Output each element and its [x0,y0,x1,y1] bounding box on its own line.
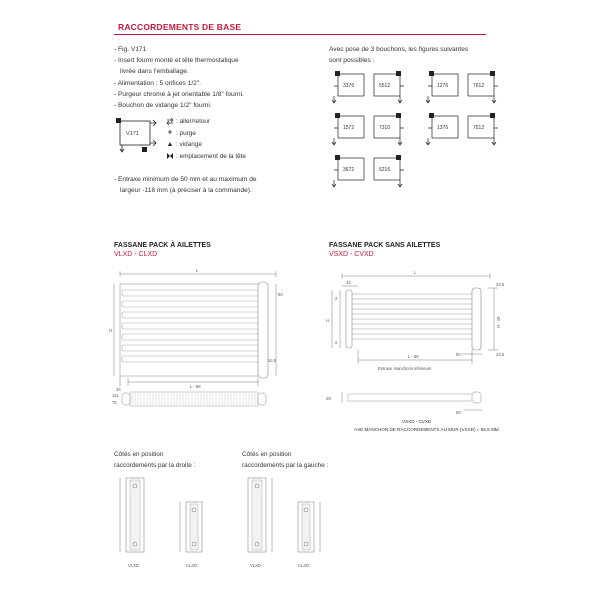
legend-tete: : emplacement de la tête [176,152,246,160]
plug-figure-code: 1376 [437,125,449,131]
v171-label: V171 [126,131,139,137]
entraxe-note [114,174,257,196]
dim-L: L [414,270,417,275]
legend [176,116,246,162]
pack-sans-title: FASSANE PACK SANS AILETTES [329,242,441,249]
dim-top-right: 24,5 [496,282,505,287]
cotes-droite-diagram [112,472,227,577]
plug-figure-code: 5512 [379,83,391,89]
dim-left: 34 [116,387,121,392]
plugs-intro [329,44,468,66]
side-caption: VSXD - CVXD [402,419,432,424]
dim-right: 24,5 [268,358,277,363]
label-vlxd: VLXD [128,563,139,568]
plug-figure-code: 3672 [343,167,355,173]
dim-H: H [109,328,113,333]
dim-left: 34 [346,280,351,285]
plug-figure-code: 3376 [343,83,355,89]
pack-ailettes-front-view [108,264,298,414]
dim-bottom-right: 24,5 [496,352,505,357]
plug-figure [426,113,458,145]
entraxe-label: Entraxe manchons inférieurs [378,366,432,371]
plug-figure [374,113,404,145]
dim-depth-a: 111 [112,393,119,398]
cotes-gauche-diagram [232,472,347,577]
plug-figure [332,155,364,187]
plug-figure [332,71,364,103]
cotes-line: Côtés en position [242,451,292,458]
cotes-droite-caption [114,449,195,471]
plug-figure [374,155,404,187]
dim-50: 50 [456,352,461,357]
plug-figure-code: 7612 [473,83,485,89]
spec-line: livrée dans l'emballage. [120,68,189,76]
dim-depth-b: 75 [112,400,117,405]
section-title: RACCORDEMENTS DE BASE [118,22,242,32]
pack-ailettes-title: FASSANE PACK À AILETTES [114,242,211,249]
spec-line: - Fig. V171 [114,46,147,53]
pack-sans-subtitle: VSXD - CVXD [329,251,374,258]
cotes-line: raccordements par la droite : [114,462,196,469]
plug-figure-code: 1572 [343,125,355,131]
note-line: largeur -118 mm (à préciser à la commande). [120,187,252,194]
axe-caption: AXE MANCHON DE RACCORDEMENTS AU MUR (VSXD) = 69,5 MM. [354,427,500,432]
cotes-gauche-caption [242,449,328,471]
plug-figure-code: 1276 [437,83,449,89]
plug-figure [374,71,404,103]
spec-line: - Bouchon de vidange 1/2" fourni. [114,102,212,110]
dim-bottom: L - 68 [190,384,201,389]
dim-top: 50 [278,292,283,297]
spec-line: - Alimentation : 5 orifices 1/2". [114,79,201,87]
plug-figures-grid [328,66,503,191]
plug-figure-code: 5216 [379,167,391,173]
dim-depth-b: 50 [456,410,461,415]
pack-sans-front-view [322,264,512,439]
dim-L: L [196,268,199,273]
cotes-line: Côtés en position [114,451,164,458]
legend-vidange: : vidange [176,141,202,149]
label-clxd: CLXD [298,563,310,568]
dim-H49: H - 49 [496,316,501,328]
plug-figure-code: 7310 [379,125,391,131]
dim-small-bottom: 2 [335,340,338,345]
plug-figure [468,113,498,145]
v171-diagram [114,117,159,159]
plugs-intro-line: sont possibles : [329,57,375,65]
plugs-intro-line: Avec pose de 3 bouchons, les figures suivantes [329,46,469,53]
note-line: - Entraxe minimum de 50 mm et au maximum de [114,176,257,183]
dim-H: H [326,318,330,323]
legend-purge: : purge [176,129,196,137]
dim-L68: L - 68 [408,354,419,359]
cotes-line: raccordements par la gauche : [242,462,329,469]
spec-line: - Purgeur chromé à jet orientable 1/8" fourni. [114,90,244,98]
pack-ailettes-subtitle: VLXD - CLXD [114,251,158,258]
dim-small-top: 2 [335,296,338,301]
plug-figure [468,71,498,103]
dim-depth: 28 [326,396,331,401]
spec-line: - Insert fourni monté et tête thermostatique [114,57,239,65]
label-clxd: CLXD [186,563,198,568]
legend-aller-retour: : aller/retour [176,118,211,125]
plug-figure [426,71,458,103]
spec-list [114,44,304,111]
plug-figure-code: 7512 [473,125,485,131]
legend-icons [166,117,176,165]
plug-figure [332,113,364,145]
title-rule [114,34,486,35]
label-vlxd: VLXD [250,563,261,568]
